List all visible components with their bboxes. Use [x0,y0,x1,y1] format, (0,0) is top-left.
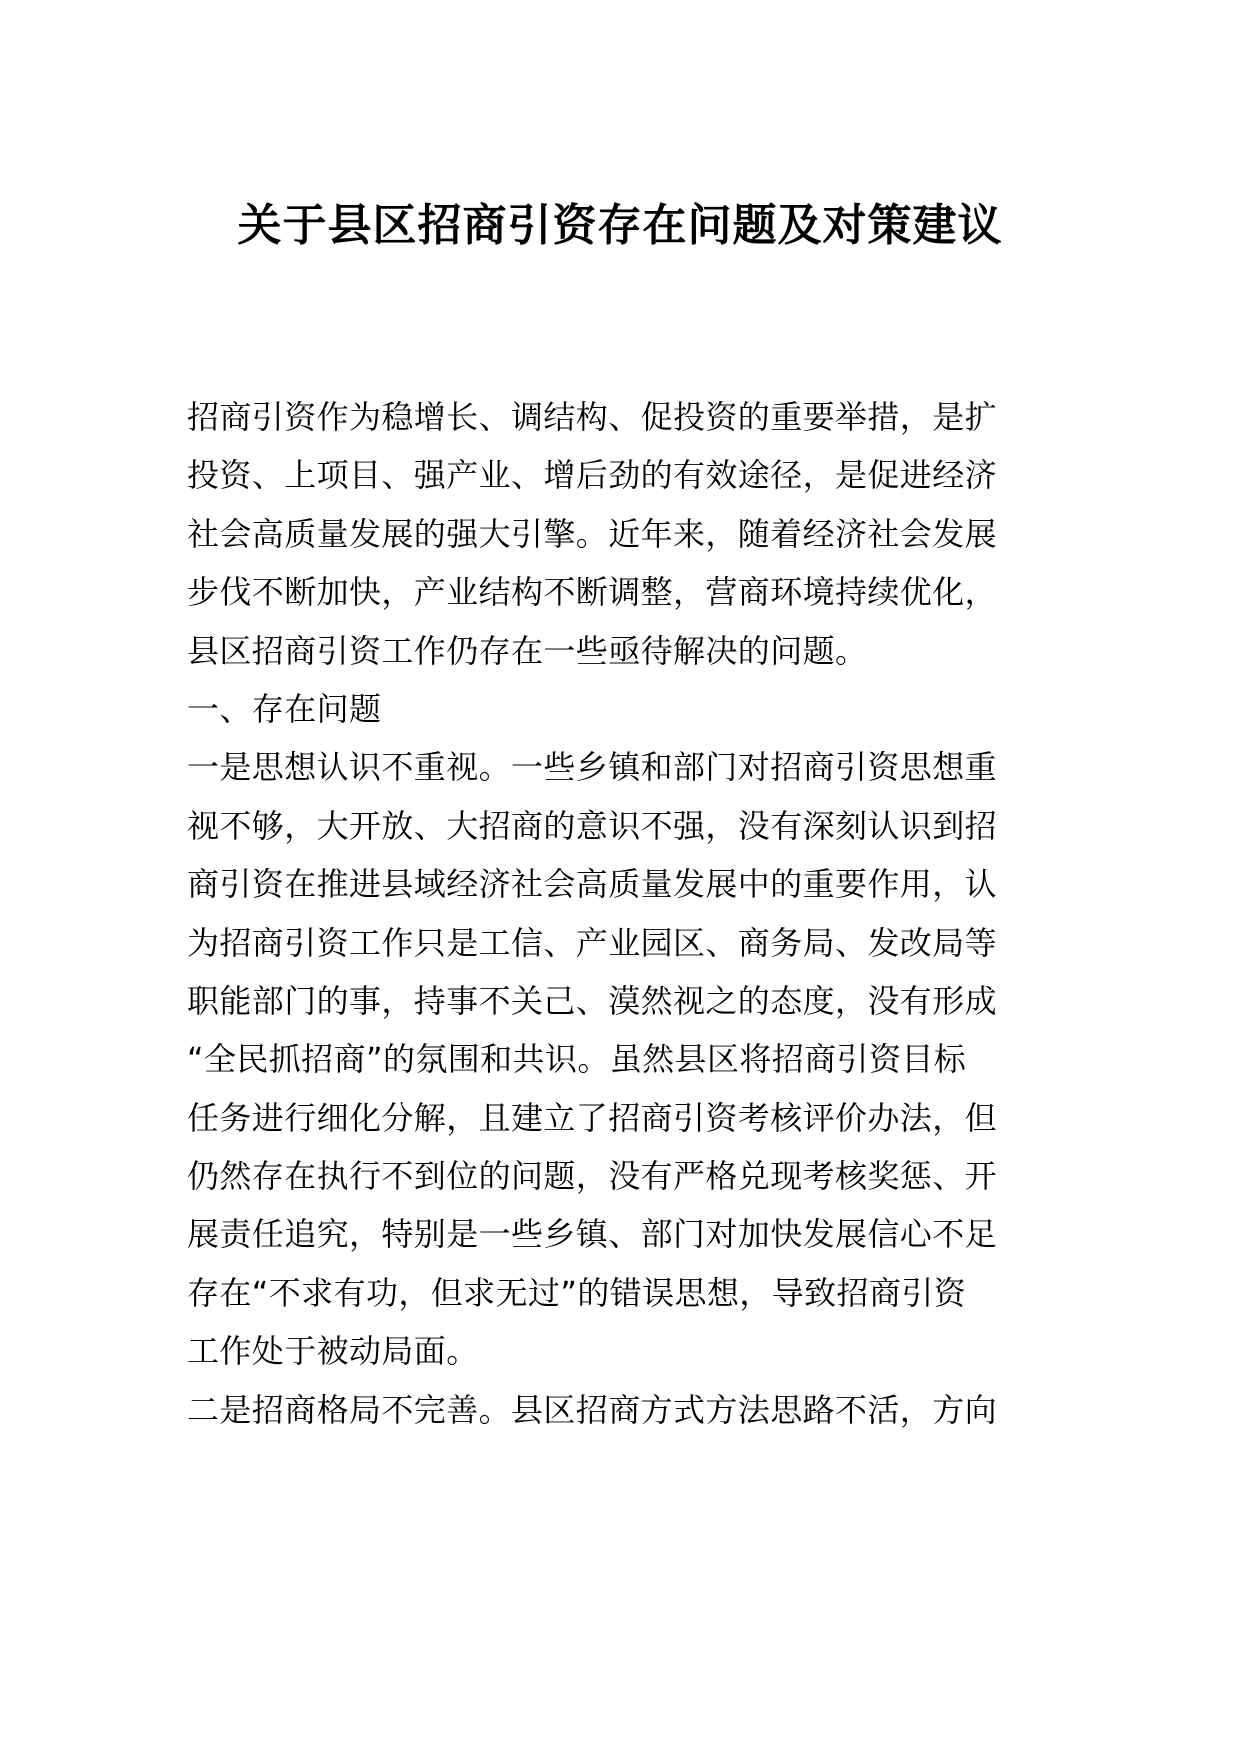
section-heading-problems: 一、存在问题 [187,689,382,728]
problem-one-line-9: 展责任追究，特别是一些乡镇、部门对加快发展信心不足 [187,1215,998,1254]
problem-one-line-5: 职能部门的事，持事不关己、漠然视之的态度，没有形成 [187,981,998,1020]
intro-paragraph-line-3: 社会高质量发展的强大引擎。近年来，随着经济社会发展 [187,514,998,553]
problem-one-line-10: 存在“不求有功，但求无过”的错误思想，导致招商引资 [187,1273,967,1312]
problem-one-line-8: 仍然存在执行不到位的问题，没有严格兑现考核奖惩、开 [187,1157,998,1196]
intro-paragraph-line-2: 投资、上项目、强产业、增后劲的有效途径，是促进经济 [187,456,998,495]
intro-paragraph-line-1: 招商引资作为稳增长、调结构、促投资的重要举措，是扩 [187,398,998,436]
intro-paragraph-line-5: 县区招商引资工作仍存在一些亟待解决的问题。 [187,631,868,670]
problem-one-line-2: 视不够，大开放、大招商的意识不强，没有深刻认识到招 [187,806,998,845]
problem-one-line-11: 工作处于被动局面。 [187,1332,479,1371]
problem-two-line-1: 二是招商格局不完善。县区招商方式方法思路不活，方向 [187,1390,998,1429]
problem-one-line-4: 为招商引资工作只是工信、产业园区、商务局、发改局等 [187,923,998,962]
document-title: 关于县区招商引资存在问题及对策建议 [237,200,1003,251]
problem-one-line-3: 商引资在推进县域经济社会高质量发展中的重要作用，认 [187,865,998,904]
intro-paragraph-line-4: 步伐不断加快，产业结构不断调整，营商环境持续优化， [187,573,998,612]
problem-one-line-1: 一是思想认识不重视。一些乡镇和部门对招商引资思想重 [187,748,998,787]
document-body [187,388,1067,1439]
problem-one-line-7: 任务进行细化分解，且建立了招商引资考核评价办法，但 [187,1098,998,1137]
problem-one-line-6: “全民抓招商”的氛围和共识。虽然县区将招商引资目标 [187,1040,967,1079]
